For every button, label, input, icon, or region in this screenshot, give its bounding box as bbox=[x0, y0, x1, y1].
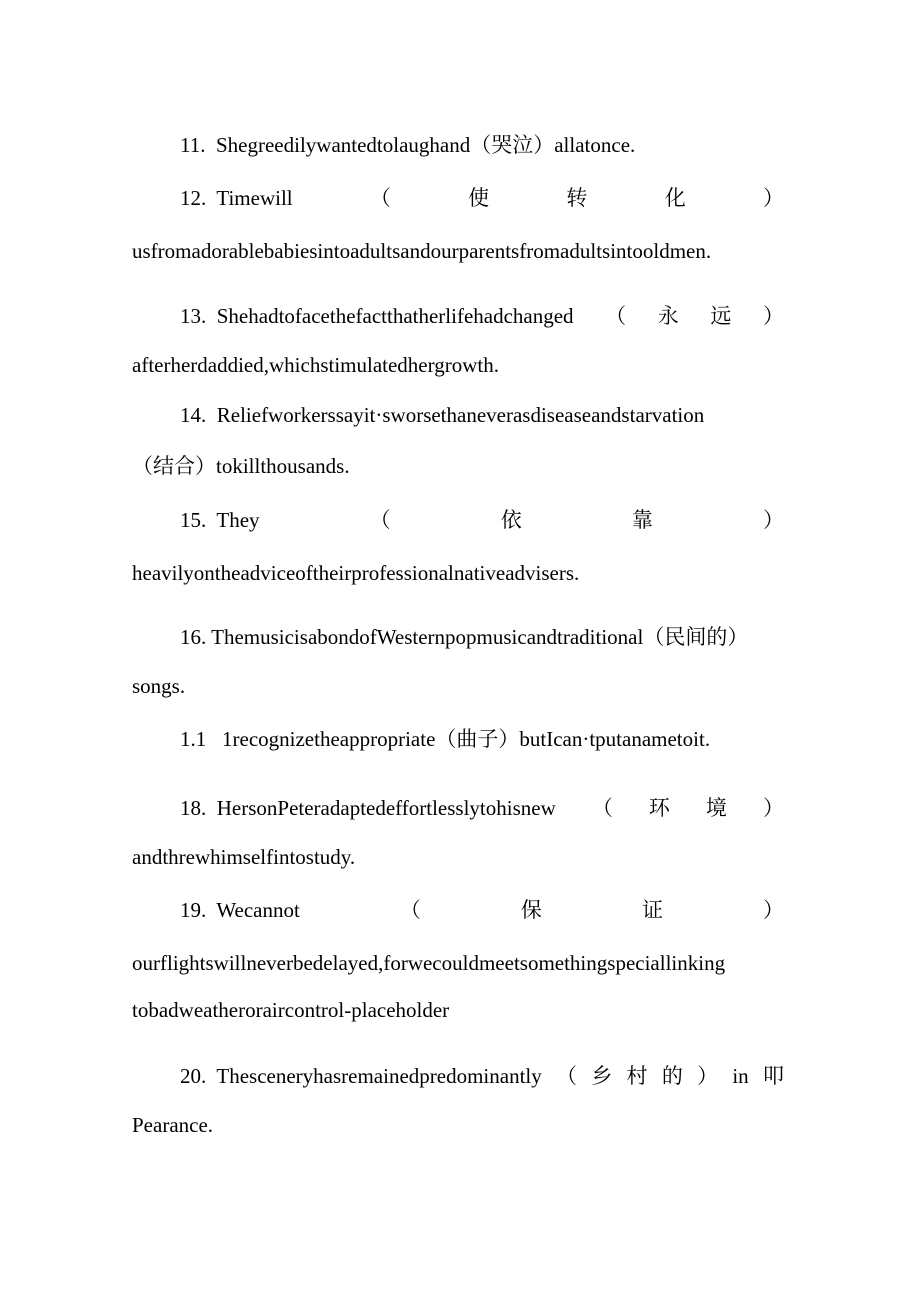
paren-open: （ bbox=[399, 898, 421, 922]
item-number: 20. bbox=[180, 1064, 207, 1088]
item-number: 16. bbox=[180, 625, 207, 649]
item-number: 18. bbox=[180, 796, 207, 820]
sentence-13-continuation: afterherdaddied,whichstimulatedhergrowth. bbox=[132, 353, 499, 377]
sentence-14 bbox=[180, 402, 704, 428]
sentence-19-continuation-2: tobadweatheroraircontrol-placeholder bbox=[132, 998, 450, 1022]
item-number: 14. bbox=[180, 403, 207, 427]
paren-close: ） bbox=[763, 304, 784, 328]
paren-open: （ bbox=[369, 186, 391, 210]
blank-char: 乡 bbox=[591, 1064, 613, 1088]
blank-char: 远 bbox=[710, 304, 732, 328]
sentence-head bbox=[180, 507, 260, 533]
item-number: 13. bbox=[180, 304, 207, 328]
blank-char: 环 bbox=[648, 796, 670, 820]
sentence-text: ThemusicisabondofWesternpopmusicandtraditional（民间的） bbox=[211, 625, 749, 649]
sentence-13 bbox=[180, 303, 784, 329]
sentence-tail: in bbox=[732, 1064, 749, 1088]
blank-char: 保 bbox=[520, 898, 542, 922]
sentence-15-continuation: heavilyontheadviceoftheirprofessionalnativeadvisers. bbox=[132, 561, 580, 585]
item-number: 1.1 bbox=[180, 727, 207, 751]
sentence-text: Reliefworkerssayit·sworsethaneverasdiseaseandstarvation bbox=[216, 403, 705, 427]
blank-char: 化 bbox=[664, 186, 686, 210]
sentence-tail: 叩 bbox=[762, 1064, 784, 1088]
paren-open: （ bbox=[369, 508, 391, 532]
paren-open: （ bbox=[591, 796, 613, 820]
sentence-19-continuation: ourflightswillneverbedelayed,forwecouldmeetsomethingspeciallinking bbox=[132, 951, 726, 975]
paren-close: ） bbox=[697, 1064, 719, 1088]
sentence-text: Shegreedilywantedtolaughand（哭泣）allatonce. bbox=[215, 133, 636, 157]
sentence-16 bbox=[180, 624, 748, 650]
paren-open: （ bbox=[556, 1064, 578, 1088]
sentence-15 bbox=[180, 507, 784, 533]
sentence-20-continuation: Pearance. bbox=[132, 1113, 214, 1137]
item-number: 19. bbox=[180, 898, 207, 922]
sentence-17 bbox=[180, 726, 710, 752]
sentence-14-continuation: （结合）tokillthousands. bbox=[132, 454, 350, 478]
sentence-11 bbox=[180, 132, 635, 158]
sentence-text: Wecannot bbox=[216, 898, 300, 922]
sentence-18 bbox=[180, 795, 784, 821]
sentence-12-continuation: usfromadorablebabiesintoadultsandourparentsfromadultsintooldmen. bbox=[132, 239, 712, 263]
paren-close: ） bbox=[762, 508, 784, 532]
paren-close: ） bbox=[762, 796, 784, 820]
blank-char: 的 bbox=[661, 1064, 683, 1088]
sentence-12 bbox=[180, 185, 784, 211]
sentence-18-continuation: andthrewhimselfintostudy. bbox=[132, 845, 356, 869]
sentence-text: Shehadtofacethefactthatherlifehadchanged bbox=[216, 304, 574, 328]
blank-char: 境 bbox=[705, 796, 727, 820]
sentence-text: HersonPeteradaptedeffortlesslytohisnew bbox=[216, 796, 556, 820]
blank-char: 依 bbox=[500, 508, 522, 532]
sentence-16-continuation: songs. bbox=[132, 674, 186, 698]
sentence-head bbox=[180, 1063, 542, 1089]
sentence-head bbox=[180, 303, 574, 329]
sentence-19 bbox=[180, 897, 784, 923]
item-number: 11. bbox=[180, 133, 206, 157]
sentence-text: They bbox=[216, 508, 260, 532]
sentence-text: 1recognizetheappropriate（曲子）butIcan·tputanametoit. bbox=[222, 727, 711, 751]
item-number: 15. bbox=[180, 508, 207, 532]
sentence-head bbox=[180, 185, 293, 211]
sentence-head bbox=[180, 897, 300, 923]
blank-char: 永 bbox=[657, 304, 679, 328]
sentence-20 bbox=[180, 1063, 784, 1089]
blank-char: 证 bbox=[641, 898, 663, 922]
blank-char: 靠 bbox=[631, 508, 653, 532]
item-number: 12. bbox=[180, 186, 207, 210]
blank-char: 村 bbox=[626, 1064, 648, 1088]
blank-char: 转 bbox=[566, 186, 588, 210]
paren-open: （ bbox=[605, 304, 627, 328]
blank-char: 使 bbox=[468, 186, 490, 210]
sentence-text: Thesceneryhasremainedpredominantly bbox=[216, 1064, 542, 1088]
sentence-text: Timewill bbox=[216, 186, 293, 210]
sentence-head bbox=[180, 795, 556, 821]
paren-close: ） bbox=[763, 898, 784, 922]
paren-close: ） bbox=[762, 186, 784, 210]
